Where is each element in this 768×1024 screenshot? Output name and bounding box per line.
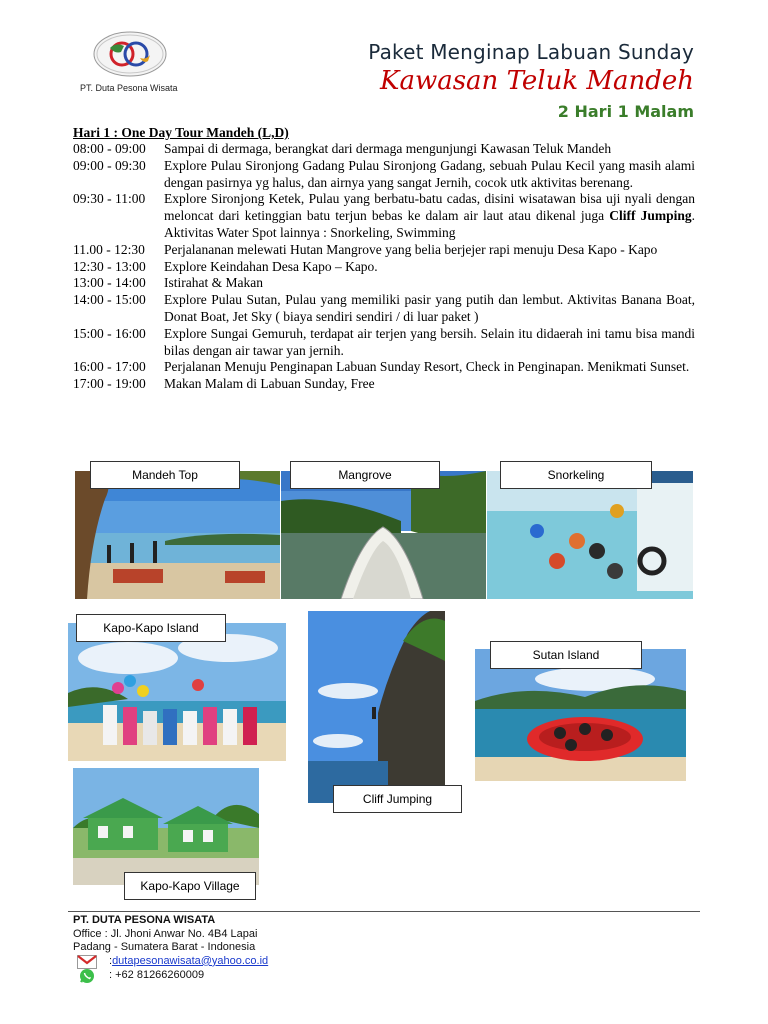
footer-phone-row xyxy=(73,969,268,983)
schedule-time: 08:00 - 09:00 xyxy=(73,141,146,156)
footer-office: Office : Jl. Jhoni Anwar No. 4B4 Lapai xyxy=(73,927,258,940)
schedule-row xyxy=(73,191,695,241)
schedule-time: 13:00 - 14:00 xyxy=(73,275,146,291)
email-link[interactable]: dutapesonawisata@yahoo.co.id xyxy=(112,954,269,967)
schedule-row xyxy=(73,359,695,376)
schedule-row xyxy=(73,141,695,158)
phone-number: : +62 81266260009 xyxy=(109,968,205,981)
mangrove-photo xyxy=(281,471,486,599)
schedule-desc: Istirahat & Makan xyxy=(164,275,263,291)
schedule-desc: Perjalanan Menuju Penginapan Labuan Sunday Resort, Check in Penginapan. Menikmati Sunset. xyxy=(164,359,690,375)
schedule-time: 09:30 - 11:00 xyxy=(73,191,146,207)
schedule-row xyxy=(73,259,695,276)
schedule-row xyxy=(73,275,695,292)
schedule-time: 17:00 - 19:00 xyxy=(73,376,146,392)
schedule-desc: Sampai di dermaga, berangkat dari dermaga mengunjungi Kawasan Teluk Mandeh xyxy=(164,141,612,156)
schedule-time: 11.00 - 12:30 xyxy=(73,241,145,257)
duration-title: 2 Hari 1 Malam xyxy=(557,102,694,121)
whatsapp-icon xyxy=(73,969,109,983)
schedule-desc: Explore Pulau Sironjong Gadang Pulau Sironjong Gadang, sebuah Pulau Kecil yang masih alami dengan pasirnya yg halus, dan airnya yang sangat Jernih, cocok utk aktivitas berenang. xyxy=(164,157,695,190)
schedule-desc-part: Explore Sironjong Ketek, Pulau yang berbatu-batu cadas, disini wisatawan bisa uji nyali dengan meloncat dari ketinggian batu terjun bebas ke dalam air laut atau dikenal juga xyxy=(164,191,695,224)
schedule-desc-part: . Aktivitas Water Spot lainnya : Snorkeling, Swimming xyxy=(164,208,695,240)
package-title: Paket Menginap Labuan Sunday xyxy=(368,40,694,64)
schedule-row xyxy=(73,376,695,393)
schedule-time: 12:30 - 13:00 xyxy=(73,258,146,274)
mandeh-top-photo xyxy=(75,471,280,599)
footer-divider xyxy=(68,911,700,912)
mangrove-caption: Mangrove xyxy=(290,461,440,489)
footer-city: Padang - Sumatera Barat - Indonesia xyxy=(73,941,256,953)
company-logo-icon xyxy=(92,30,168,78)
cliff-jumping-photo xyxy=(308,611,445,803)
footer-company: PT. DUTA PESONA WISATA xyxy=(73,914,216,926)
sutan-island-caption: Sutan Island xyxy=(490,641,642,669)
schedule-row xyxy=(73,292,695,326)
schedule-desc: Explore Keindahan Desa Kapo – Kapo. xyxy=(164,258,378,274)
schedule-desc: Explore Pulau Sutan, Pulau yang memiliki pasir yang putih dan lembut. Aktivitas Banana Boat, Donat Boat, Jet Sky ( biaya sendiri sendiri / di luar paket ) xyxy=(164,292,695,324)
snorkeling-photo xyxy=(487,471,693,599)
company-name-small: PT. Duta Pesona Wisata xyxy=(80,83,178,93)
schedule-time: 15:00 - 16:00 xyxy=(73,325,146,341)
schedule-desc xyxy=(164,191,695,241)
schedule-row xyxy=(73,326,695,360)
day-heading: Hari 1 : One Day Tour Mandeh (L,D) xyxy=(73,125,289,140)
schedule-time: 16:00 - 17:00 xyxy=(73,359,146,375)
area-title: Kawasan Teluk Mandeh xyxy=(380,66,694,96)
cliff-jumping-bold: Cliff Jumping xyxy=(609,208,692,224)
schedule-desc: Makan Malam di Labuan Sunday, Free xyxy=(164,376,375,392)
footer xyxy=(73,914,268,983)
schedule-list xyxy=(73,141,695,393)
kapo-island-caption: Kapo-Kapo Island xyxy=(76,614,226,642)
mandeh-top-caption: Mandeh Top xyxy=(90,461,240,489)
kapo-village-photo xyxy=(73,768,259,885)
schedule-desc: Explore Sungai Gemuruh, terdapat air terjen yang bersih. Selain itu didaerah ini tamu bisa mandi bilas dengan air tawar yan jernih. xyxy=(164,325,695,358)
footer-email-row xyxy=(73,955,268,969)
snorkeling-caption: Snorkeling xyxy=(500,461,652,489)
schedule-time: 14:00 - 15:00 xyxy=(73,292,146,308)
kapo-village-caption: Kapo-Kapo Village xyxy=(124,872,256,900)
schedule-row xyxy=(73,158,695,192)
cliff-jumping-caption: Cliff Jumping xyxy=(333,785,462,813)
schedule-time: 09:00 - 09:30 xyxy=(73,157,146,173)
schedule-desc: Perjalananan melewati Hutan Mangrove yang belia berjejer rapi menuju Desa Kapo - Kapo xyxy=(164,241,658,257)
email-prefix: : xyxy=(109,954,113,967)
gmail-icon xyxy=(73,955,109,969)
schedule-row xyxy=(73,242,695,259)
kapo-island-photo xyxy=(68,623,286,761)
